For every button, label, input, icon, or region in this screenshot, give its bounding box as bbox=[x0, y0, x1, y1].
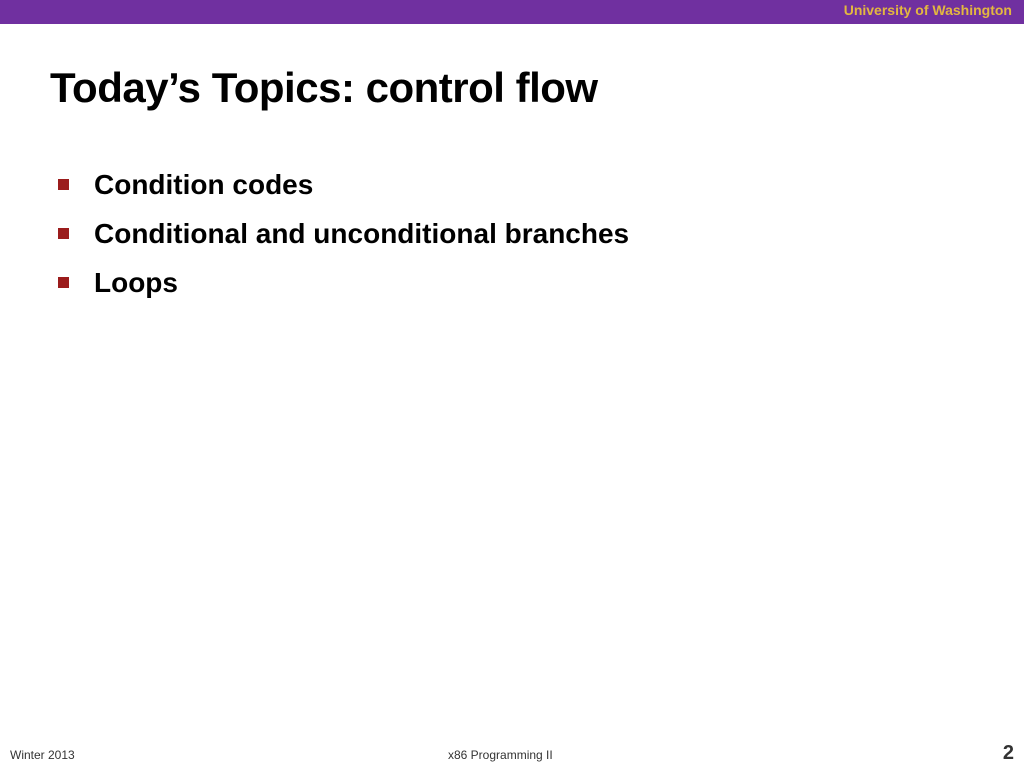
header-bar bbox=[0, 0, 1024, 24]
bullet-list bbox=[56, 160, 629, 307]
slide-title: Today’s Topics: control flow bbox=[50, 64, 598, 111]
list-item bbox=[56, 258, 629, 307]
square-bullet-icon bbox=[58, 228, 69, 239]
list-item bbox=[56, 209, 629, 258]
organization-label: University of Washington bbox=[843, 2, 1012, 18]
bullet-text: Loops bbox=[94, 266, 178, 298]
footer-course: x86 Programming II bbox=[448, 748, 553, 762]
bullet-text: Condition codes bbox=[94, 168, 314, 200]
square-bullet-icon bbox=[58, 277, 69, 288]
list-item bbox=[56, 160, 629, 209]
square-bullet-icon bbox=[58, 179, 69, 190]
page-number: 2 bbox=[1002, 742, 1014, 764]
footer-term: Winter 2013 bbox=[10, 748, 75, 762]
bullet-text: Conditional and unconditional branches bbox=[94, 217, 630, 249]
